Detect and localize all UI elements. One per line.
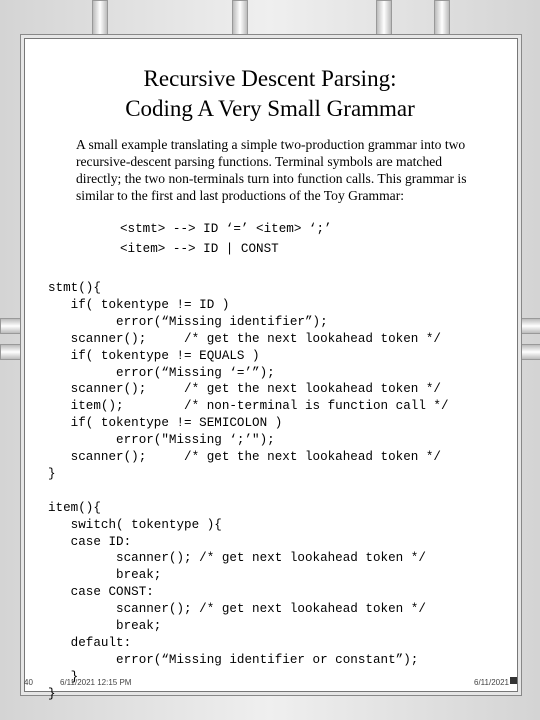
slide-title-line1: Recursive Descent Parsing: bbox=[143, 66, 397, 91]
frame-decoration bbox=[232, 0, 248, 38]
code-line: stmt(){ bbox=[48, 281, 101, 295]
slide-icon bbox=[510, 677, 517, 684]
code-line: error(“Missing identifier”); bbox=[48, 314, 328, 329]
frame-decoration bbox=[434, 0, 450, 38]
code-line: scanner(); /* get the next lookahead token */ bbox=[48, 450, 441, 464]
code-line: scanner(); /* get next lookahead token */ bbox=[48, 551, 426, 566]
description-paragraph: A small example translating a simple two-production grammar into two recursive-descent parsing functions. Terminal symbols are matched directly; the two non-terminals turn into function calls. This grammar is similar to the first and last productions of the Toy Grammar: bbox=[76, 137, 467, 203]
code-line: error("Missing ‘;’"); bbox=[48, 433, 275, 448]
code-line: scanner(); /* get the next lookahead token */ bbox=[48, 382, 441, 397]
footer-date: 6/11/2021 bbox=[474, 678, 509, 687]
code-line: case CONST: bbox=[48, 585, 154, 600]
code-line: error(“Missing ‘=’”); bbox=[48, 365, 275, 380]
code-line: switch( tokentype ){ bbox=[48, 517, 222, 532]
code-line: if( tokentype != ID ) bbox=[48, 297, 230, 312]
frame-decoration bbox=[92, 0, 108, 38]
code-line: } bbox=[48, 669, 79, 684]
code-line: if( tokentype != SEMICOLON ) bbox=[48, 416, 283, 431]
grammar-production: <stmt> --> ID ‘=’ <item> ‘;’ bbox=[120, 222, 332, 236]
code-line: default: bbox=[48, 635, 132, 650]
code-line: item(){ bbox=[48, 500, 101, 515]
code-line: break; bbox=[48, 619, 162, 633]
code-line: scanner(); /* get next lookahead token */ bbox=[48, 602, 426, 617]
code-line: scanner(); /* get the next lookahead token */ bbox=[48, 331, 441, 346]
code-line: } bbox=[48, 686, 56, 701]
grammar-production: <item> --> ID | CONST bbox=[120, 242, 279, 256]
frame-decoration bbox=[376, 0, 392, 38]
code-line: case ID: bbox=[48, 534, 132, 549]
code-line: if( tokentype != EQUALS ) bbox=[48, 348, 260, 363]
code-line: break; bbox=[48, 568, 162, 583]
code-line: item(); /* non-terminal is function call */ bbox=[48, 399, 449, 414]
slide-title-line2: Coding A Very Small Grammar bbox=[125, 96, 415, 121]
code-line: error(“Missing identifier or constant”); bbox=[48, 652, 419, 667]
page-number: 40 bbox=[24, 678, 33, 687]
code-line: } bbox=[48, 466, 56, 481]
footer-timestamp: 6/11/2021 12:15 PM bbox=[60, 678, 132, 687]
